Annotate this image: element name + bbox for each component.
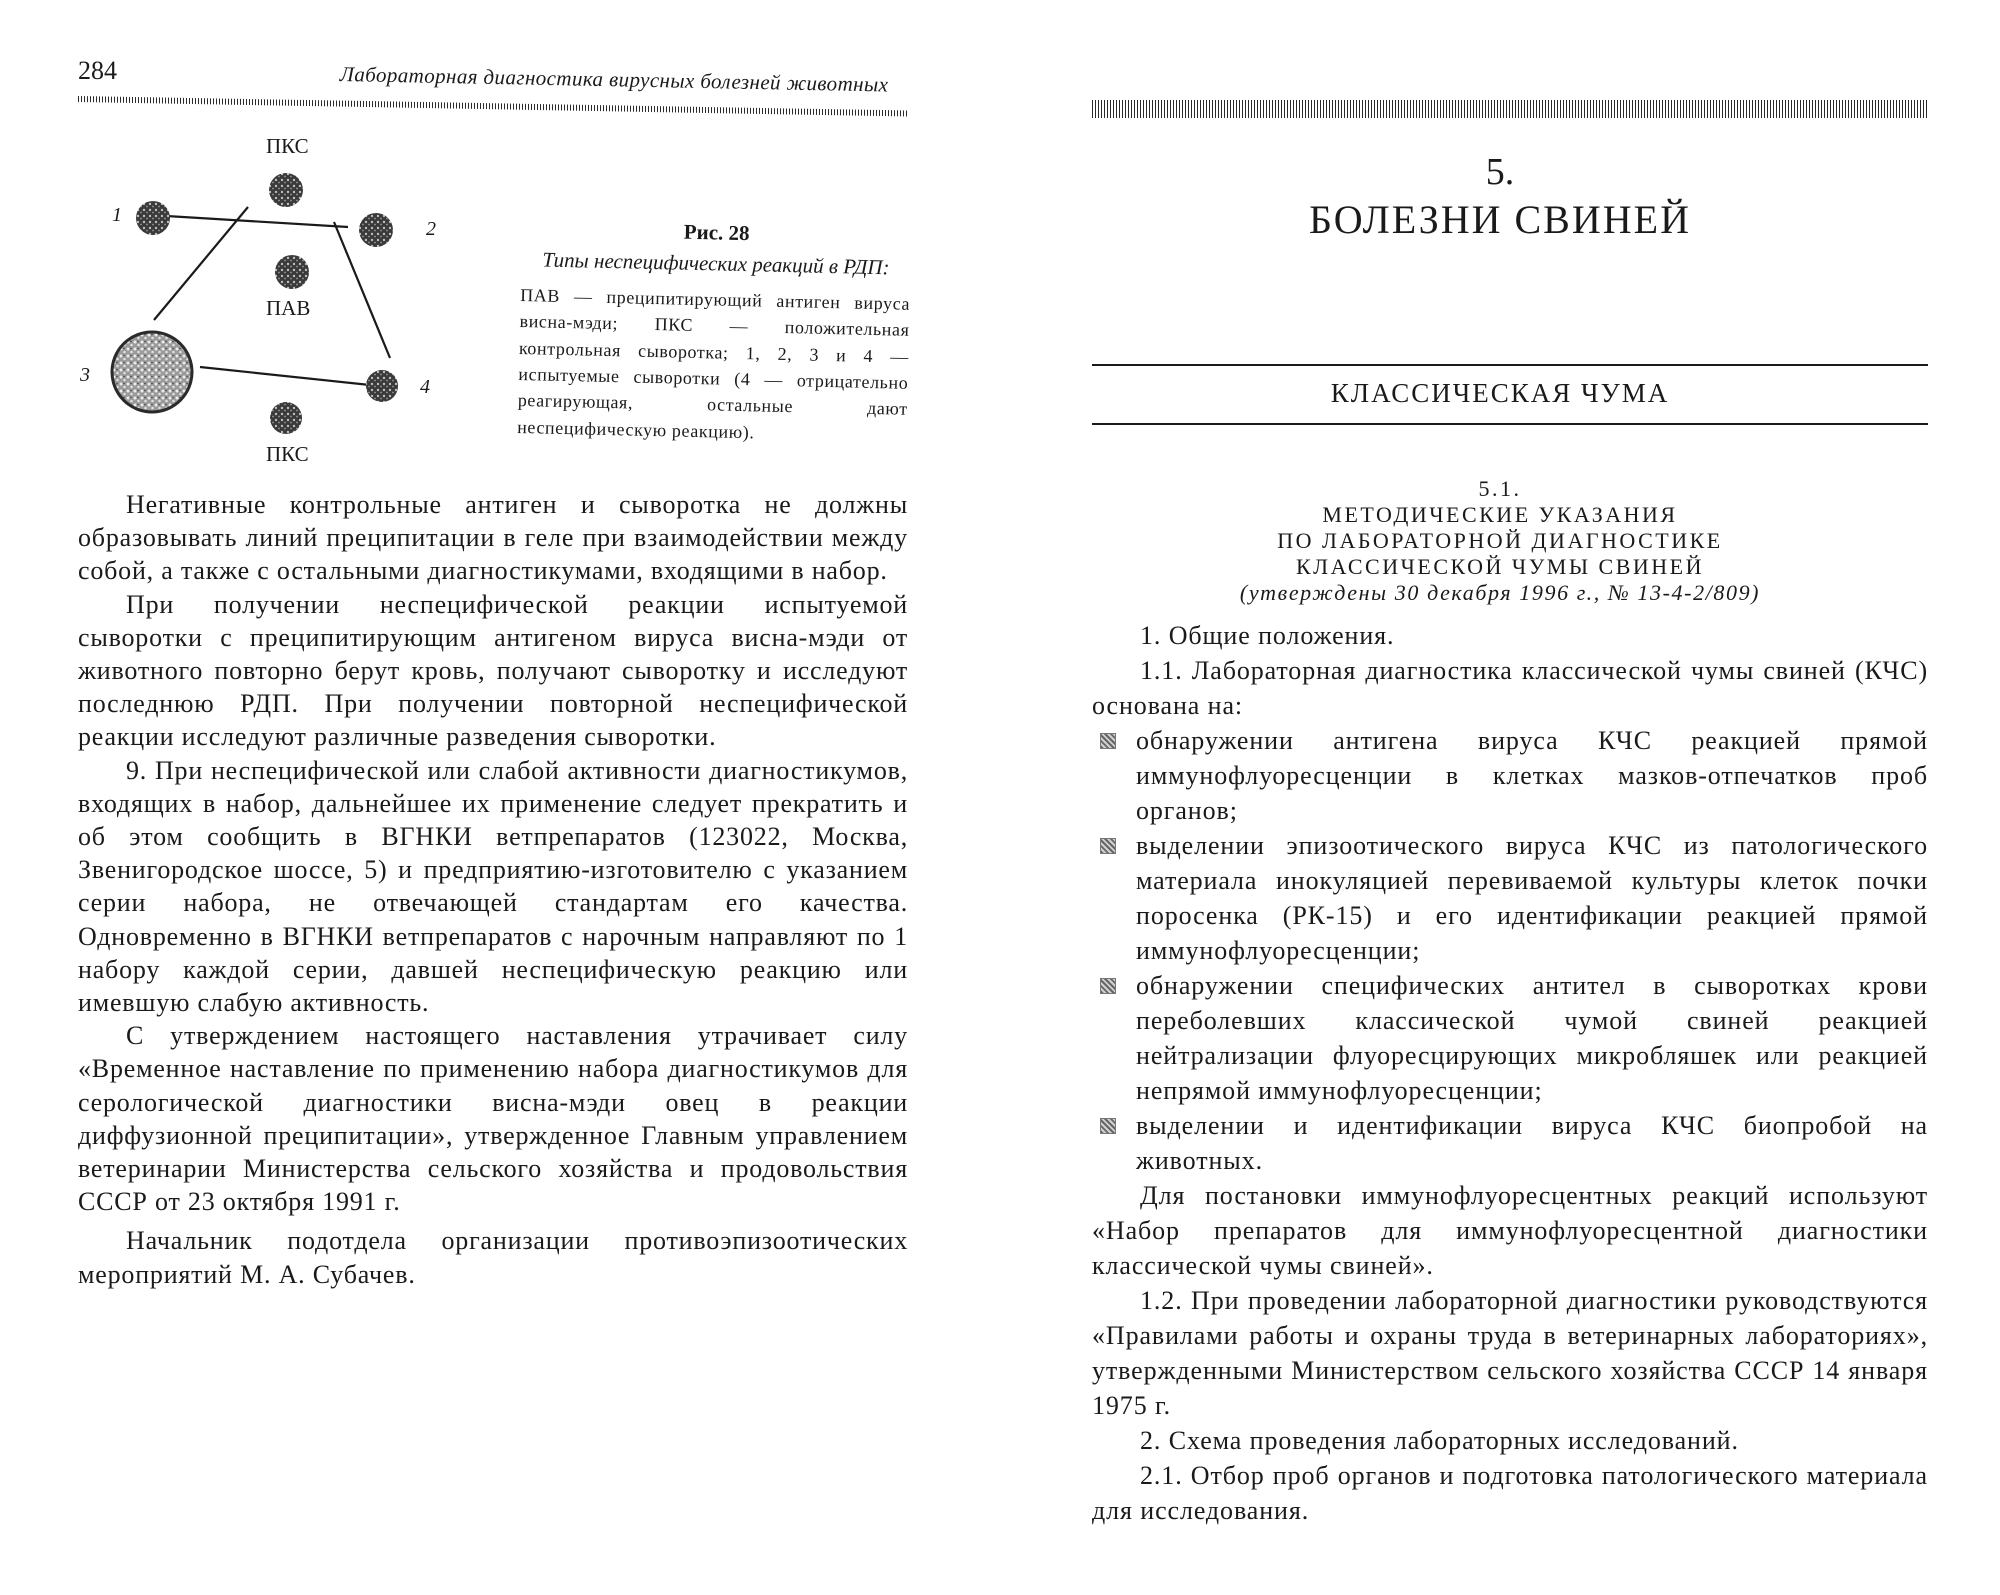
doc-number: 5.1.	[1478, 476, 1522, 501]
label-pks-top: ПКС	[266, 134, 309, 158]
list-item	[1092, 723, 1928, 828]
left-body-text	[78, 488, 908, 1291]
section-title: КЛАССИЧЕСКАЯ ЧУМА	[1330, 378, 1670, 408]
running-title: Лабораторная диагностика вирусных болезней животных	[339, 62, 889, 97]
chapter-title: БОЛЕЗНИ СВИНЕЙ	[1309, 197, 1691, 242]
paragraph-signature: Начальник подотдела организации противоэпизоотических мероприятий М. А. Субачев.	[78, 1226, 908, 1289]
section-rule-bottom	[1092, 423, 1928, 425]
paragraph: 2. Схема проведения лабораторных исследований.	[1140, 1426, 1739, 1455]
figure-28	[70, 130, 450, 470]
precipitation-line	[200, 367, 370, 385]
well-4	[366, 370, 398, 402]
paragraph: 1.2. При проведении лабораторной диагностики руководствуются «Правилами работы и охраны труда в ветеринарных лабораториях», утвержденными Министерством сельского хозяйства СССР 14 января 1975 г.	[1092, 1286, 1928, 1420]
list-item-text: выделении и идентификации вируса КЧС биопробой на животных.	[1136, 1111, 1928, 1175]
bullet-list	[1092, 723, 1928, 1178]
well-2	[359, 213, 393, 247]
list-item	[1092, 968, 1928, 1108]
bullet-square-icon	[1100, 838, 1116, 854]
well-1	[136, 201, 170, 235]
paragraph: 1. Общие положения.	[1140, 621, 1395, 650]
label-1: 1	[112, 204, 122, 226]
doc-title-line: КЛАССИЧЕСКОЙ ЧУМЫ СВИНЕЙ	[1295, 553, 1704, 579]
bullet-square-icon	[1100, 1118, 1116, 1134]
doc-title-line: МЕТОДИЧЕСКИЕ УКАЗАНИЯ	[1322, 501, 1678, 527]
list-item	[1092, 828, 1928, 968]
label-2: 2	[426, 218, 436, 240]
section-rule-top	[1092, 364, 1928, 366]
doc-approval: (утверждены 30 декабря 1996 г., № 13-4-2/809)	[1239, 579, 1761, 605]
label-4: 4	[420, 376, 430, 398]
paragraph: Для постановки иммунофлуоресцентных реакций используют «Набор препаратов для иммунофлуоресцентной диагностики классической чумы свиней».	[1092, 1181, 1928, 1280]
list-item-text: обнаружении специфических антител в сыворотках крови переболевших классической чумой свиней реакцией нейтрализации флуоресцирующих микробляшек или реакцией непрямой иммунофлуоресценции;	[1136, 971, 1928, 1105]
right-page	[1000, 0, 2000, 1595]
paragraph: При получении неспецифической реакции испытуемой сыворотки с преципитирующим антигеном вируса висна-мэди от животного повторно берут кровь, получают сыворотку и исследуют последнюю РДП. При получении повторной неспецифической реакции исследуют различные разведения сыворотки.	[78, 589, 908, 752]
label-3: 3	[80, 364, 90, 386]
figure-caption	[517, 216, 912, 449]
list-item-text: выделении эпизоотического вируса КЧС из патологического материала инокуляцией перевиваемой культуры клеток почки поросенка (РК-15) и его идентификации реакцией прямой иммунофлуоресценции;	[1136, 831, 1928, 965]
well-pks-top	[269, 173, 303, 207]
document-heading	[1000, 476, 2000, 606]
chapter-number: 5.	[1485, 151, 1515, 193]
paragraph: Негативные контрольные антиген и сыворотка не должны образовывать линий преципитации в геле при взаимодействии между собой, а также с остальными диагностикумами, входящими в набор.	[78, 490, 908, 586]
paragraph: С утверждением настоящего наставления утрачивает силу «Временное наставление по применению набора диагностикумов для серологической диагностики висна-мэди овец в реакции диффузионной преципитации», утвержденное Главным управлением ветеринарии Министерства сельского хозяйства и продовольствия СССР от 23 октября 1991 г.	[78, 1021, 908, 1217]
well-pav	[275, 255, 309, 289]
paragraph: 1.1. Лабораторная диагностика классической чумы свиней (КЧС) основана на:	[1092, 656, 1928, 720]
header-rule	[1092, 100, 1928, 118]
label-pav: ПАВ	[266, 296, 311, 320]
caption-title: Рис. 28	[683, 219, 750, 246]
well-pks-bottom	[270, 402, 302, 434]
well-3	[112, 332, 192, 412]
header-rule	[78, 96, 908, 116]
label-pks-bottom: ПКС	[266, 442, 309, 466]
precipitation-line	[150, 215, 348, 227]
paragraph: 2.1. Отбор проб органов и подготовка патологического материала для исследования.	[1092, 1461, 1928, 1525]
doc-title-line: ПО ЛАБОРАТОРНОЙ ДИАГНОСТИКЕ	[1277, 527, 1723, 553]
caption-legend: ПАВ — преципитирующий антиген вируса висна-мэди; ПКС — положительная контрольная сыворотка; 1, 2, 3 и 4 — испытуемые сыворотки (4 — отрицательно реагирующая, остальные дают неспецифическую реакцию).	[516, 285, 911, 442]
figure-diagram	[70, 130, 450, 470]
caption-subtitle: Типы неспецифических реакций в РДП:	[542, 247, 890, 280]
list-item	[1092, 1108, 1928, 1178]
paragraph: 9. При неспецифической или слабой активности диагностикумов, входящих в набор, дальнейшее их применение следует прекратить и об этом сообщить в ВГНКИ ветпрепаратов (123022, Москва, Звенигородское шоссе, 5) и предприятию-изготовителю с указанием серии набора, не отвечающей стандартам его качества. Одновременно в ВГНКИ ветпрепаратов с нарочным направляют по 1 набору каждой серии, давшей неспецифическую реакцию или имевшую слабую активность.	[78, 755, 908, 1018]
bullet-square-icon	[1100, 733, 1116, 749]
bullet-square-icon	[1100, 978, 1116, 994]
page-number: 284	[78, 56, 117, 85]
right-body-text	[1092, 618, 1928, 1528]
list-item-text: обнаружении антигена вируса КЧС реакцией прямой иммунофлуоресценции в клетках мазков-отпечатков проб органов;	[1136, 726, 1928, 825]
